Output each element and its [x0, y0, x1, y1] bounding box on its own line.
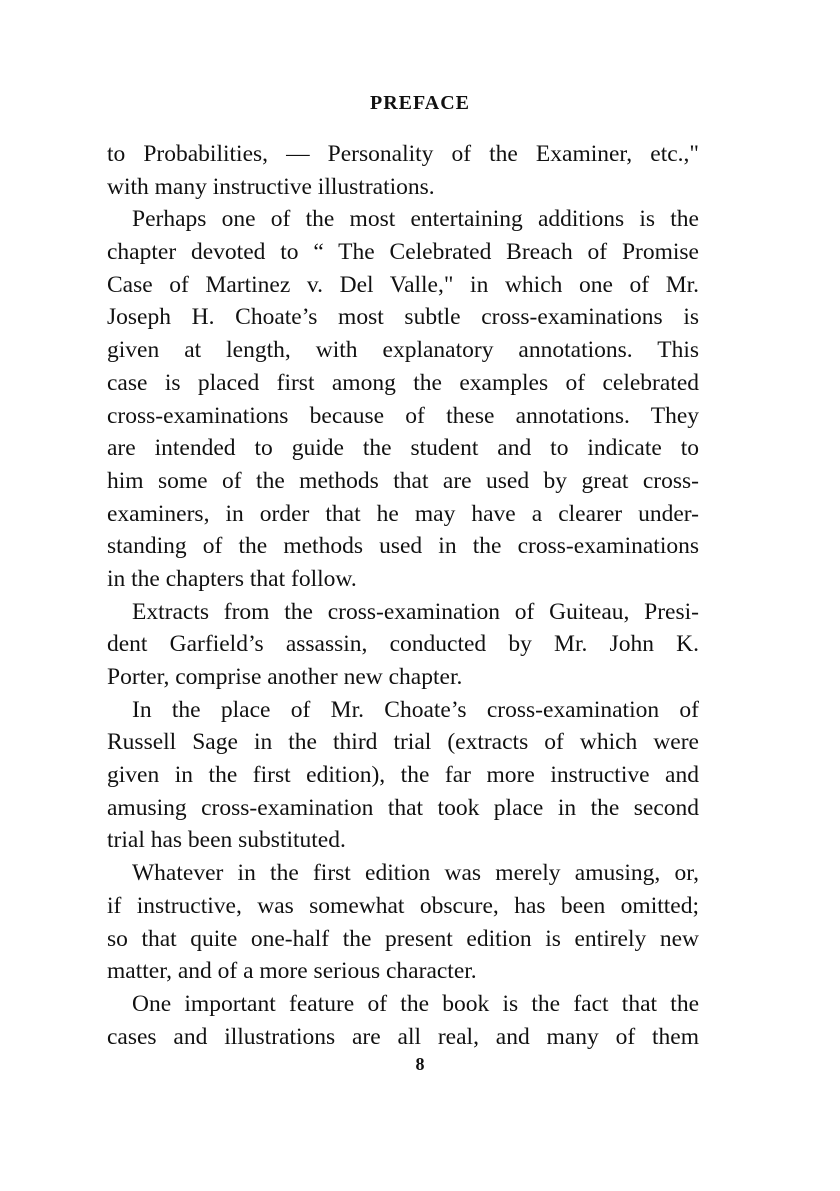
- text-line: trial has been substituted.: [107, 827, 346, 854]
- text-line: cross-examinations because of these annotations. They: [107, 402, 699, 429]
- text-line: cases and illustrations are all real, and many of them: [107, 1023, 699, 1050]
- text-line: dent Garfield’s assassin, conducted by Mr. John K.: [107, 631, 699, 658]
- text-line: examiners, in order that he may have a clearer under-: [107, 500, 699, 527]
- text-line: given at length, with explanatory annotations. This: [107, 337, 699, 364]
- text-line: In the place of Mr. Choate’s cross-examination of: [132, 696, 699, 723]
- text-line: case is placed first among the examples of celebrated: [107, 369, 699, 396]
- text-line: Perhaps one of the most entertaining additions is the: [132, 206, 699, 233]
- text-line: Case of Martinez v. Del Valle," in which one of Mr.: [107, 271, 699, 298]
- text-line: One important feature of the book is the fact that the: [132, 990, 699, 1017]
- text-line: Extracts from the cross-examination of Guiteau, Presi-: [132, 598, 699, 625]
- page-number: 8: [415, 1054, 425, 1074]
- running-title: PREFACE: [370, 92, 470, 114]
- text-line: to Probabilities, — Personality of the Examiner, etc.,": [107, 141, 699, 167]
- text-line: Porter, comprise another new chapter.: [107, 664, 463, 690]
- text-line: chapter devoted to “ The Celebrated Breach of Promise: [107, 239, 699, 266]
- text-line: standing of the methods used in the cross-examinations: [107, 533, 699, 560]
- text-line: Joseph H. Choate’s most subtle cross-examinations is: [107, 304, 699, 331]
- text-line: Russell Sage in the third trial (extracts of which were: [107, 729, 699, 756]
- text-line: are intended to guide the student and to indicate to: [107, 435, 699, 462]
- text-line: in the chapters that follow.: [107, 565, 357, 592]
- text-line: given in the first edition), the far more instructive and: [107, 762, 699, 789]
- body-text: [107, 138, 699, 1053]
- text-line: matter, and of a more serious character.: [107, 958, 477, 985]
- text-line: so that quite one-half the present edition is entirely new: [107, 925, 699, 952]
- text-line: if instructive, was somewhat obscure, has been omitted;: [107, 892, 699, 919]
- text-line: him some of the methods that are used by great cross-: [107, 467, 699, 494]
- text-line: with many instructive illustrations.: [107, 173, 435, 200]
- text-line: Whatever in the first edition was merely amusing, or,: [132, 860, 699, 887]
- text-line: amusing cross-examination that took place in the second: [107, 794, 699, 821]
